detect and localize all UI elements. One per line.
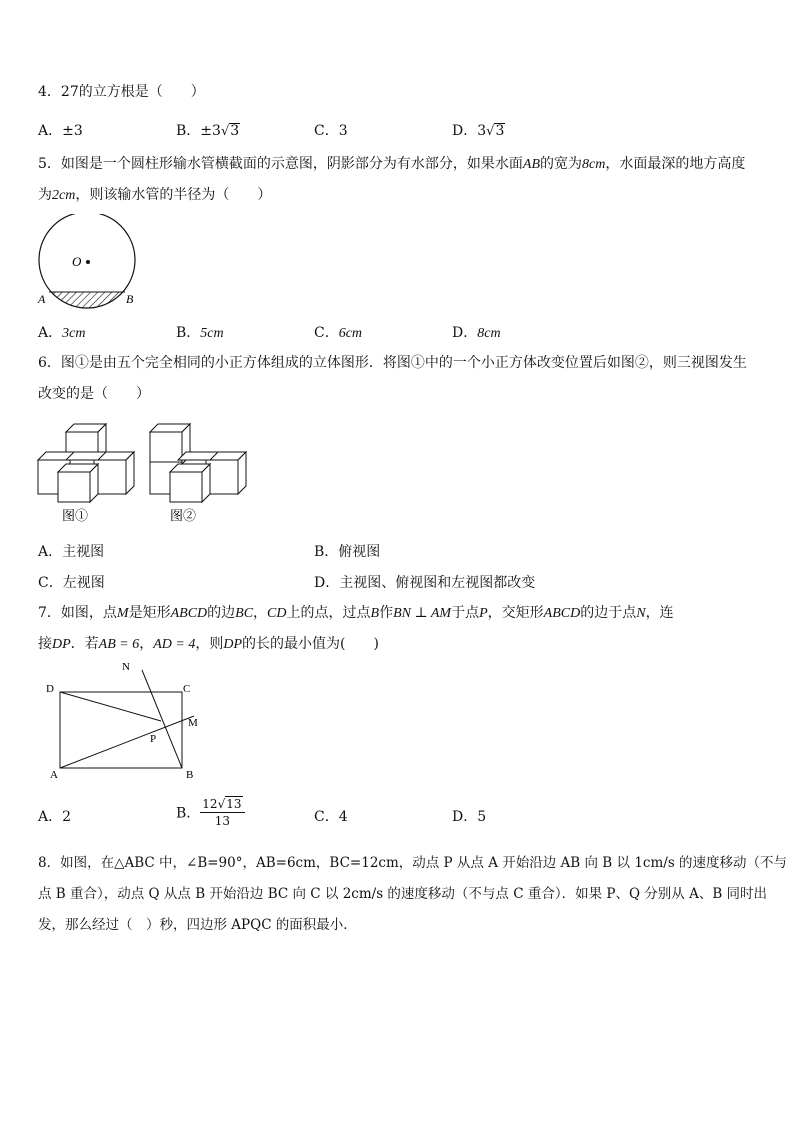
fig1-caption: 图①: [62, 508, 89, 523]
q6-stem-line1: 6．图①是由五个完全相同的小正方体组成的立体图形．将图①中的一个小正方体改变位置后如图②，则三视图发生: [38, 355, 747, 371]
q5-stem-line1: 5．如图是一个圆柱形输水管横截面的示意图，阴影部分为有水部分，如果水面AB的宽为8cm，水面最深的地方高度: [38, 156, 746, 172]
q5-option-d: D．8cm: [452, 325, 501, 341]
q4-option-b: B．±3√3: [176, 123, 240, 139]
q4-option-a: A．±3: [38, 123, 83, 139]
q8-stem-line2: 点 B 重合），动点 Q 从点 B 开始沿边 BC 向 C 以 2cm/s 的速度移动（不与点 C 重合）．如果 P、Q 分别从 A、B 同时出: [38, 886, 768, 902]
label-d: D: [46, 683, 54, 695]
label-b: B: [186, 769, 194, 781]
q4-stem: 4．27的立方根是（ ）: [38, 84, 205, 100]
q7-option-a: A．2: [38, 809, 72, 825]
q6-option-b: B．俯视图: [314, 544, 381, 560]
q5-option-c: C．6cm: [314, 325, 363, 341]
q8-stem-line3: 发，那么经过（ ）秒，四边形 APQC 的面积最小．: [38, 917, 357, 933]
q5-option-a: A．3cm: [38, 325, 86, 341]
q7-stem-line1: 7．如图，点M是矩形ABCD的边BC，CD上的点，过点B作BN ⊥ AM于点P，交矩形ABCD的边于点N，连: [38, 605, 674, 621]
q7-option-c: C．4: [314, 809, 348, 825]
fig2-caption: 图②: [170, 508, 197, 523]
label-a: A: [50, 769, 58, 781]
line-bn: [142, 670, 182, 768]
q7-option-d: D．5: [452, 809, 487, 825]
q6-stem-line2: 改变的是（ ）: [38, 386, 150, 402]
label-c: C: [183, 683, 191, 695]
label-p: P: [150, 733, 157, 745]
q6-figure-1: [36, 420, 140, 525]
q4-option-c: C．3: [314, 123, 348, 139]
line-dp: [60, 692, 161, 721]
q5-pipe-figure: [34, 214, 144, 310]
label-o: O: [72, 254, 82, 269]
rectangle-abcd: [60, 692, 182, 768]
q7-option-b: B． $\frac{12√13}{13}$: [176, 796, 245, 829]
q7-rectangle-figure: [40, 660, 210, 784]
q4-option-d: D．3√3: [452, 123, 505, 139]
label-a: A: [38, 292, 46, 306]
label-n: N: [122, 661, 130, 673]
q7-stem-line2: 接DP．若AB = 6，AD = 4，则DP的长的最小值为( ): [38, 636, 379, 652]
q6-option-d: D．主视图、俯视图和左视图都改变: [314, 575, 536, 591]
q6-figure-2: [148, 420, 252, 525]
center-point: [86, 260, 90, 264]
label-b: B: [126, 292, 134, 306]
q5-option-b: B．5cm: [176, 325, 224, 341]
q6-option-a: A．主视图: [38, 544, 105, 560]
q8-stem-line1: 8．如图，在△ABC 中，∠B=90°，AB=6cm，BC=12cm，动点 P 从点 A 开始沿边 AB 向 B 以 1cm/s 的速度移动（不与: [38, 855, 788, 871]
q6-option-c: C．左视图: [38, 575, 105, 591]
label-m: M: [188, 717, 198, 729]
line-am: [60, 716, 194, 768]
q5-stem-line2: 为2cm，则该输水管的半径为（ ）: [38, 187, 272, 203]
